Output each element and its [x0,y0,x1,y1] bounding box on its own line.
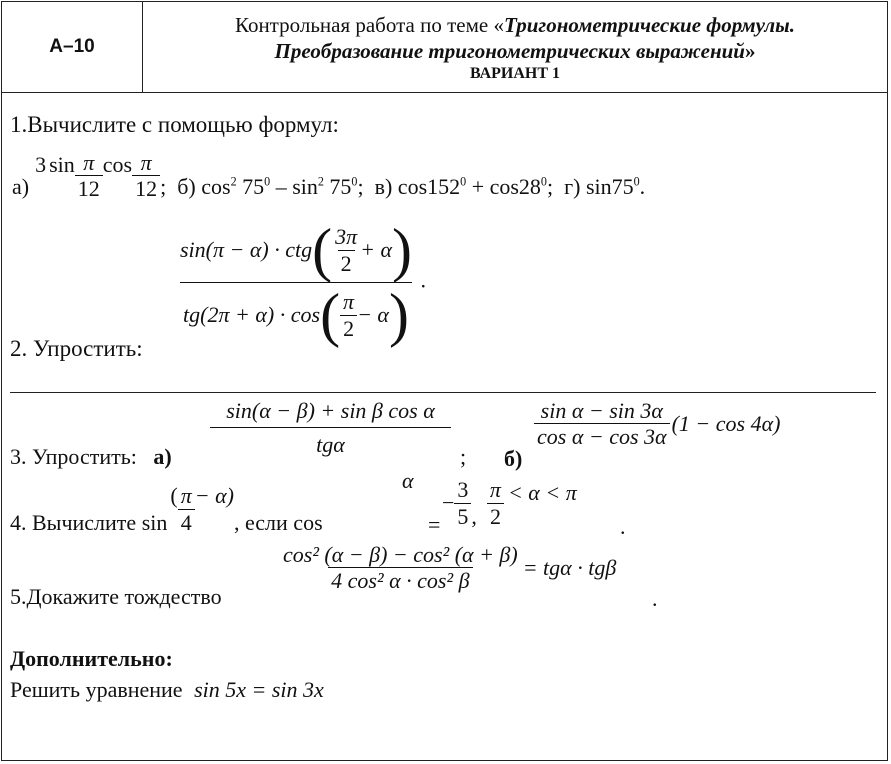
task4-value: − $\frac{3}{5}$ , $\frac{\pi}{2}$ < α < π [442,477,577,529]
title-prefix: Контрольная работа по теме [234,13,489,37]
task5-numerator: cos² (α − β) − cos² (α + β) [283,542,518,567]
task1-a-sin: sin [49,151,75,177]
task3-b-numerator: sin α − sin 3α [540,398,663,423]
task3-a-denominator: tgα [210,427,451,457]
title-close-quote: » [744,39,756,63]
task1-b: б) $\cos^2 75^0 - \sin^2 75^0$; [177,173,364,199]
task1-a-frac1: $\frac{\pi}{12}$ [75,150,103,202]
task4-alpha: α [402,468,414,493]
worksheet [1,1,888,761]
task1-a-cos: cos [102,151,133,177]
extra-text: Решить уравнение [10,677,183,702]
task5-label: 5.Докажите тождество [10,584,222,609]
task1-expressions [12,150,645,202]
task2-fraction [177,217,415,348]
task5-rhs: = tgα · tgβ [522,554,617,580]
task3-row [10,444,172,470]
task3-a-numerator: sin(α − β) + sin β cos α [226,398,435,423]
task4-expression: 4. Вычислите sin ( $\frac{\pi}{4}$ − α) , если cos [10,483,323,535]
variant-code: А–10 [2,2,143,92]
task3-b-expression [534,398,780,450]
task3-a-label: а) [153,444,172,469]
task3-label: 3. Упростить: [10,444,137,469]
task4-equals: = [428,512,441,537]
title-topic-line1: Тригонометрические формулы. [503,13,795,37]
extra-equation: sin 5x = sin 3x [194,677,324,702]
extra-task [10,677,324,703]
task2-denominator: tg(2π + α) · cos ( $\frac{\pi}{2}$ − α ) [180,282,412,345]
task5-denominator: 4 cos² α · cos² β [328,567,472,593]
divider [10,392,876,393]
task1-a-coef: 3 [35,151,47,177]
task3-b-label: б) [504,446,523,471]
header [2,2,887,93]
task1-a-expression [35,150,160,202]
task2-expression [177,217,427,348]
worksheet-title [143,2,887,92]
task3-b-tail: (1 − cos 4α) [671,410,781,436]
title-open-quote: « [488,13,504,37]
variant-label: ВАРИАНТ 1 [469,65,561,82]
task1-g: г) $\sin 75^0$. [564,173,646,199]
task3-a-end: ; [460,444,467,469]
task1-bvg: ; б) $\cos^2 75^0 - \sin^2 75^0$; в) $\cos 152^0 + \cos 28^0$; г) $\sin 75^0$. [160,173,646,199]
task1-a-label: а) [12,173,30,199]
task2-end: . [420,267,427,293]
task1-a-frac2: $\frac{\pi}{12}$ [132,150,160,202]
extra-label: Дополнительно: [10,646,173,671]
task1-label: 1.Вычислите с помощью формул: [10,112,339,137]
title-topic-line2: Преобразование тригонометрических выражений [274,39,745,63]
task2-label: 2. Упростить: [10,336,143,361]
task4-condition: , если cos [233,510,323,535]
task1-v: в) $\cos 152^0 + \cos 28^0$; [374,173,554,199]
task5-end: . [652,586,658,611]
task2-numerator: sin(π − α) · ctg ( $\frac{3\pi}{2}$ + α ) [180,217,413,283]
task3-a-expression [210,398,451,458]
task3-b-denominator: cos α − cos 3α [534,423,670,449]
task4-end: . [620,514,626,539]
task5-expression [280,542,616,594]
task4-label: 4. Вычислите sin [10,510,168,535]
